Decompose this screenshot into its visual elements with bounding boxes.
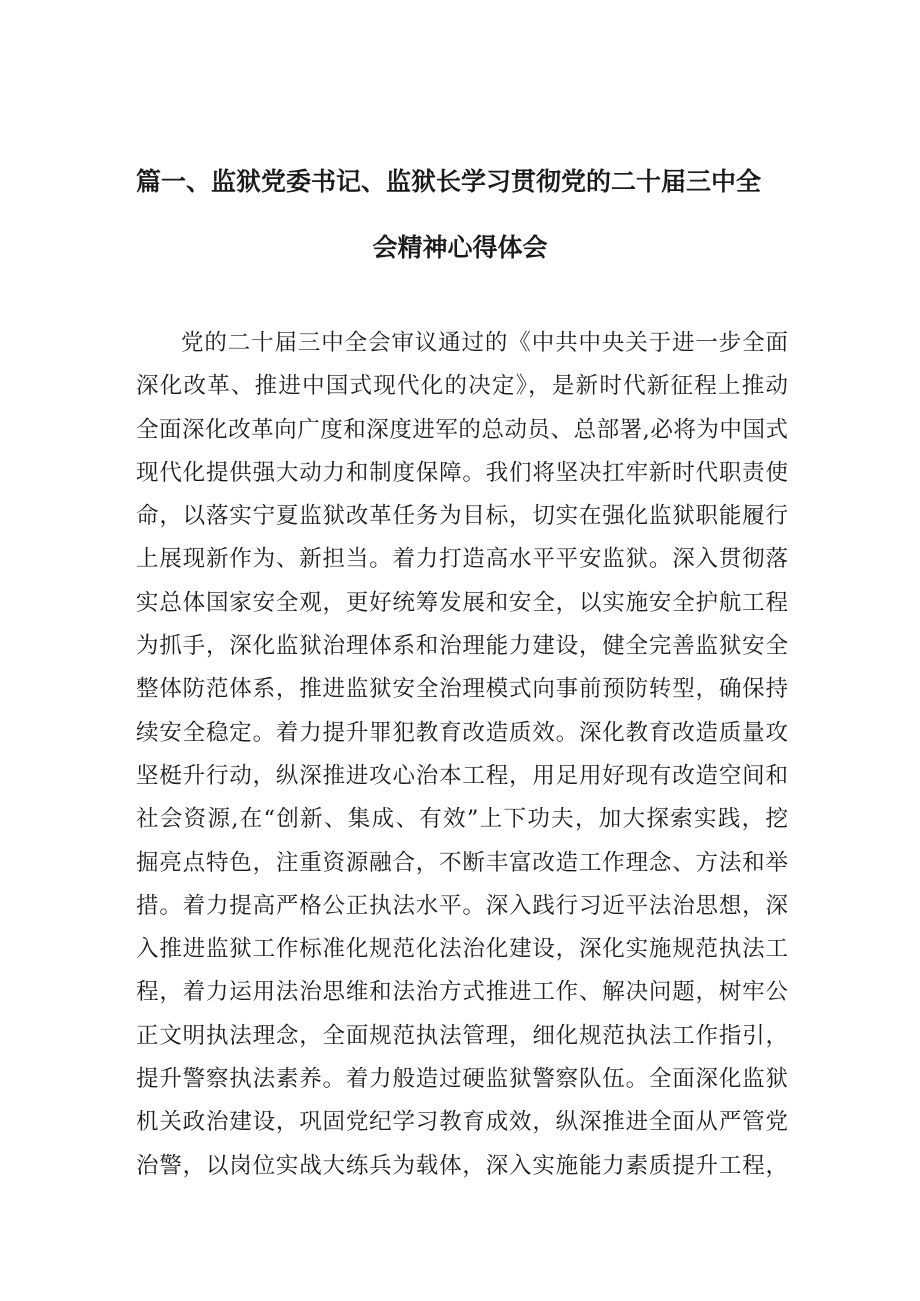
body-line: 正文明执法理念，全面规范执法管理，细化规范执法工作指引， <box>136 1022 788 1049</box>
body-line: 整体防范体系，推进监狱安全治理模式向事前预防转型，确保持 <box>136 676 788 703</box>
body-line: 现代化提供强大动力和制度保障。我们将坚决扛牢新时代职责使 <box>136 459 788 486</box>
body-line: 社会资源,在“创新、集成、有效”上下功夫，加大探索实践，挖 <box>136 806 788 833</box>
document-body <box>136 322 788 1188</box>
body-line: 掘亮点特色，注重资源融合，不断丰富改造工作理念、方法和举 <box>136 849 788 876</box>
body-line: 坚梃升行动，纵深推进攻心治本工程，用足用好现有改造空间和 <box>136 762 788 789</box>
body-line: 入推进监狱工作标准化规范化法治化建设，深化实施规范执法工 <box>136 936 788 963</box>
body-line: 全面深化改革向广度和深度进军的总动员、总部署,必将为中国式 <box>136 416 788 443</box>
body-line: 续安全稳定。着力提升罪犯教育改造质效。深化教育改造质量攻 <box>136 719 788 746</box>
body-line: 深化改革、推进中国式现代化的决定》，是新时代新征程上推动 <box>136 373 788 400</box>
document-title-line-1: 篇一、监狱党委书记、监狱长学习贯彻党的二十届三中全 <box>136 167 762 196</box>
body-line: 上展现新作为、新担当。着力打造高水平平安监狱。深入贯彻落 <box>136 546 788 573</box>
body-line: 程，着力运用法治思维和法治方式推进工作、解决问题，树牢公 <box>136 979 788 1006</box>
body-line: 实总体国家安全观，更好统筹发展和安全，以实施安全护航工程 <box>136 589 788 616</box>
document-title-line-2: 会精神心得体会 <box>372 233 548 262</box>
body-line: 机关政治建设，巩固党纪学习教育成效，纵深推进全面从严管党 <box>136 1109 788 1136</box>
body-line: 为抓手，深化监狱治理体系和治理能力建设，健全完善监狱安全 <box>136 633 788 660</box>
body-line: 命，以落实宁夏监狱改革任务为目标，切实在强化监狱职能履行 <box>136 503 788 530</box>
body-line: 提升警察执法素养。着力般造过硬监狱警察队伍。全面深化监狱 <box>136 1066 788 1093</box>
body-line: 措。着力提高严格公正执法水平。深入践行习近平法治思想，深 <box>136 892 788 919</box>
body-line: 治警，以岗位实战大练兵为载体，深入实施能力素质提升工程， <box>136 1152 788 1179</box>
body-line: 党的二十届三中全会审议通过的《中共中央关于进一步全面 <box>181 330 788 356</box>
